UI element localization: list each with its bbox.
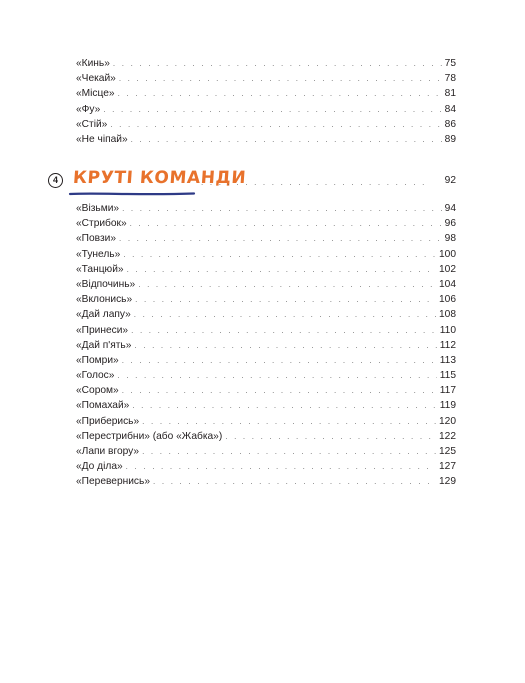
toc-entry-title: «Сором»	[76, 385, 119, 397]
chapter-title: КРУТІ КОМАНДИ	[72, 168, 247, 188]
dot-leader	[119, 71, 442, 86]
toc-entry-title: «Приберись»	[76, 415, 140, 427]
dot-leader	[113, 56, 442, 71]
dot-leader	[119, 231, 442, 246]
toc-entry-page-number: 96	[444, 218, 456, 230]
toc-entry-title: «Тунель»	[76, 248, 121, 260]
toc-entry[interactable]	[76, 56, 456, 71]
dot-leader	[153, 474, 436, 489]
toc-entry-page-number: 112	[439, 339, 456, 351]
toc-entry-title: «Дай п'ять»	[76, 339, 132, 351]
toc-entry[interactable]	[76, 71, 456, 86]
toc-entry-page-number: 127	[439, 461, 456, 473]
toc-entry-page-number: 75	[444, 58, 456, 69]
dot-leader	[132, 398, 436, 413]
toc-entry-title: «Повзи»	[76, 233, 116, 245]
toc-entry[interactable]	[76, 132, 456, 147]
chapter-page-number: 92	[444, 175, 456, 186]
toc-entry-page-number: 125	[439, 446, 456, 457]
chapter-number-badge: 4	[48, 173, 63, 188]
dot-leader	[135, 292, 436, 307]
toc-entry-title: «Місце»	[76, 88, 115, 100]
dot-leader	[118, 86, 442, 101]
dot-leader	[131, 132, 442, 147]
toc-entry-title: «Танцюй»	[76, 263, 124, 275]
dot-leader	[126, 459, 436, 474]
toc-entry[interactable]	[76, 353, 456, 368]
toc-entry-title: «До діла»	[76, 461, 123, 473]
dot-leader	[131, 323, 437, 338]
toc-entry[interactable]	[76, 201, 456, 216]
dot-leader	[127, 262, 436, 277]
toc-entry-title: «Не чіпай»	[76, 133, 128, 145]
dot-leader	[117, 368, 436, 383]
toc-entry-title: «Вклонись»	[76, 294, 133, 306]
toc-entry-page-number: 110	[439, 324, 456, 336]
toc-list-previous-chapter	[76, 56, 456, 147]
chapter-dot-leader	[201, 178, 428, 187]
toc-entry-page-number: 94	[444, 203, 456, 214]
toc-entry-page-number: 122	[439, 430, 456, 442]
toc-entry-title: «Принеси»	[76, 324, 129, 336]
dot-leader	[103, 102, 441, 117]
chapter-heading[interactable]	[48, 166, 456, 198]
toc-entry[interactable]	[76, 429, 456, 444]
toc-entry[interactable]	[76, 216, 456, 231]
toc-entry-title: «Голос»	[76, 370, 115, 382]
toc-entry-page-number: 89	[444, 133, 456, 145]
toc-entry[interactable]	[76, 117, 456, 132]
toc-entry-page-number: 117	[439, 385, 456, 397]
dot-leader	[123, 247, 436, 262]
toc-entry-page-number: 115	[439, 370, 456, 382]
toc-entry[interactable]	[76, 307, 456, 322]
dot-leader	[142, 444, 436, 459]
toc-entry-page-number: 98	[444, 233, 456, 245]
toc-entry-page-number: 100	[439, 248, 456, 260]
chapter-title-underline	[68, 190, 196, 198]
toc-entry[interactable]	[76, 102, 456, 117]
dot-leader	[134, 338, 436, 353]
toc-entry-page-number: 104	[439, 278, 456, 290]
toc-entry[interactable]	[76, 368, 456, 383]
toc-entry-page-number: 102	[439, 263, 456, 275]
toc-entry[interactable]	[76, 231, 456, 246]
toc-entry[interactable]	[76, 459, 456, 474]
toc-entry-title: «Візьми»	[76, 203, 120, 214]
toc-entry[interactable]	[76, 444, 456, 459]
toc-entry-page-number: 113	[439, 354, 456, 366]
toc-entry-title: «Помри»	[76, 354, 119, 366]
dot-leader	[110, 117, 441, 132]
toc-entry[interactable]	[76, 86, 456, 101]
toc-entry[interactable]	[76, 323, 456, 338]
toc-entry-page-number: 86	[444, 118, 456, 130]
toc-entry-page-number: 106	[439, 294, 456, 306]
toc-entry-title: «Помахай»	[76, 400, 130, 412]
toc-entry[interactable]	[76, 277, 456, 292]
toc-entry[interactable]	[76, 398, 456, 413]
toc-entry[interactable]	[76, 383, 456, 398]
dot-leader	[130, 216, 442, 231]
dot-leader	[134, 307, 436, 322]
toc-entry[interactable]	[76, 474, 456, 489]
toc-entry-page-number: 84	[444, 103, 456, 115]
toc-entry-page-number: 129	[439, 476, 456, 488]
toc-entry[interactable]	[76, 338, 456, 353]
toc-entry-page-number: 119	[439, 400, 456, 412]
toc-entry-title: «Перестрибни» (або «Жабка»)	[76, 430, 223, 442]
toc-entry-page-number: 81	[444, 88, 456, 100]
toc-entry[interactable]	[76, 292, 456, 307]
dot-leader	[122, 353, 437, 368]
toc-entry-title: «Фу»	[76, 103, 101, 115]
toc-entry-title: «Стій»	[76, 118, 108, 130]
toc-entry-title: «Стрибок»	[76, 218, 127, 230]
toc-entry-page-number: 78	[444, 73, 456, 85]
toc-entry[interactable]	[76, 247, 456, 262]
toc-entry-title: «Дай лапу»	[76, 309, 131, 321]
dot-leader	[122, 201, 442, 216]
toc-entry-page-number: 120	[439, 415, 456, 427]
toc-entry-title: «Кинь»	[76, 58, 110, 69]
dot-leader	[142, 414, 436, 429]
toc-entry-title: «Відпочинь»	[76, 278, 136, 290]
toc-list-chapter-4	[76, 201, 456, 490]
dot-leader	[225, 429, 436, 444]
toc-entry[interactable]	[76, 262, 456, 277]
toc-entry-page-number: 108	[439, 309, 456, 321]
dot-leader	[138, 277, 436, 292]
dot-leader	[122, 383, 437, 398]
toc-entry-title: «Лапи вгору»	[76, 446, 140, 457]
toc-entry-title: «Перевернись»	[76, 476, 150, 488]
toc-entry-title: «Чекай»	[76, 73, 116, 85]
toc-entry[interactable]	[76, 414, 456, 429]
